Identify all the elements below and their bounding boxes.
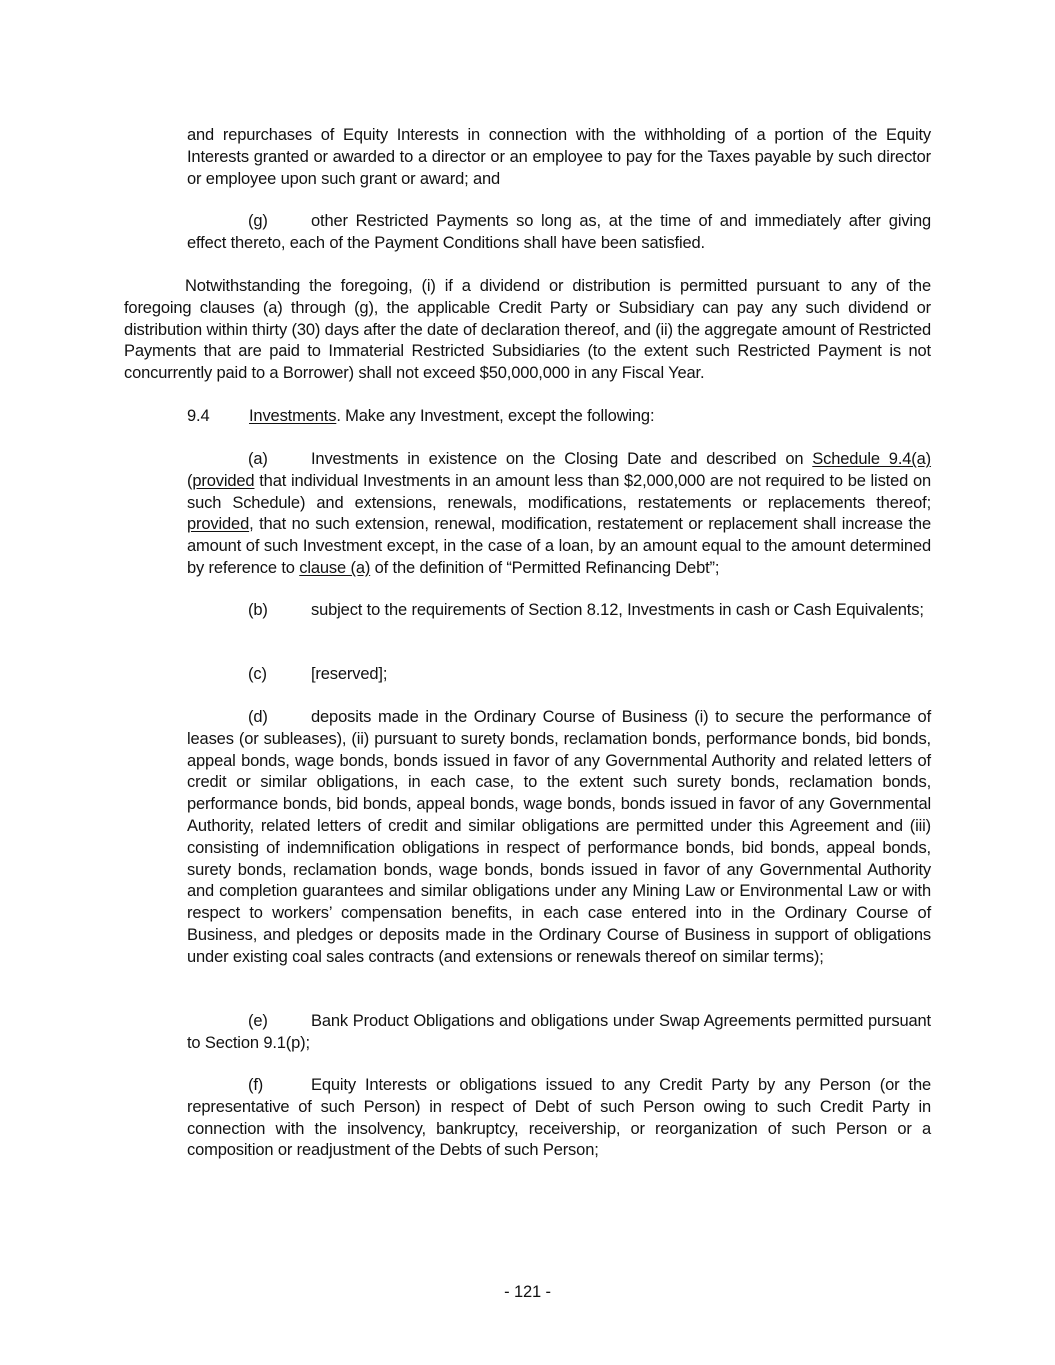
clause-text: [reserved];: [311, 665, 388, 683]
clause-text-2: (: [187, 471, 193, 490]
clause-text: Bank Product Obligations and obligations under Swap Agreements permitted pursuant to Section 9.1(p);: [187, 1012, 931, 1052]
clause-label: (d): [248, 708, 268, 726]
provided-term: provided: [192, 471, 255, 490]
clause-text-4: , that no such extension, renewal, modification, restatement or replacement shall increase the amount of such Investment except, in the case of a loan, by an amount equal to the amount determined by reference to: [187, 515, 931, 577]
clause-label: (e): [248, 1012, 268, 1030]
clause-d: [187, 707, 931, 969]
provided-term: provided: [187, 515, 250, 534]
clause-label: (f): [248, 1076, 264, 1094]
section-intro: . Make any Investment, except the following:: [336, 407, 655, 425]
clause-g: [187, 211, 931, 255]
clause-text: subject to the requirements of Section 8.12, Investments in cash or Cash Equivalents;: [311, 601, 924, 619]
clause-text-3: that individual Investments in an amount less than $2,000,000 are not required to be listed on such Schedule) and extensions, renewals, modifications, restatements or replacements thereof;: [187, 471, 931, 512]
clause-text: other Restricted Payments so long as, at the time of and immediately after giving effect thereto, each of the Payment Conditions shall have been satisfied.: [187, 212, 931, 252]
paragraph-continuation: and repurchases of Equity Interests in connection with the withholding of a portion of the Equity Interests granted or awarded to a director or an employee to pay for the Taxes payable by such director or employee upon such grant or award; and: [187, 126, 931, 188]
section-9-4-heading: [187, 406, 931, 428]
clause-f: [187, 1075, 931, 1162]
clause-a: [187, 449, 931, 580]
schedule-reference: Schedule 9.4(a): [812, 450, 932, 468]
clause-label: (c): [248, 665, 267, 683]
paragraph-notwithstanding: Notwithstanding the foregoing, (i) if a dividend or distribution is permitted pursuant to any of the foregoing clauses (a) through (g), the applicable Credit Party or Subsidiary can pay any such dividend or distribution within thirty (30) days after the date of declaration thereof, and (ii) the aggregate amount of Restricted Payments that are paid to Immaterial Restricted Subsidiaries (to the extent such Restricted Payment is not concurrently paid to a Borrower) shall not exceed $50,000,000 in any Fiscal Year.: [124, 277, 931, 383]
clause-text-5: of the definition of “Permitted Refinancing Debt”;: [370, 558, 720, 577]
clause-label: (b): [248, 601, 268, 619]
clause-text: deposits made in the Ordinary Course of Business (i) to secure the performance of leases (or subleases), (ii) pursuant to surety bonds, reclamation bonds, performance bonds, bid bonds, appeal bonds, wage bonds, bonds issued in favor of any Governmental Authority and related letters of credit or similar obligations, in each case, to the extent such surety bonds, reclamation bonds, performance bonds, bid bonds, appeal bonds, wage bonds, bonds issued in favor of any Governmental Authority, related letters of credit and similar obligations are permitted under this Agreement and (iii) consisting of indemnification obligations in respect of performance bonds, bid bonds, appeal bonds, surety bonds, reclamation bonds, wage bonds, bonds issued in favor of any Governmental Authority and completion guarantees and similar obligations under any Mining Law or Environmental Law or with respect to workers’ compensation benefits, in each case entered into in the Ordinary Course of Business, and pledges or deposits made in the Ordinary Course of Business in support of obligations under existing coal sales contracts (and extensions or renewals thereof on similar terms);: [187, 708, 931, 966]
section-title: Investments: [249, 407, 337, 425]
clause-text: Equity Interests or obligations issued to any Credit Party by any Person (or the representative of such Person) in respect of Debt of such Person owing to such Credit Party in connection with the insolvency, bankruptcy, receivership, or reorganization of such Person or a composition or readjustment of the Debts of such Person;: [187, 1076, 931, 1160]
page-number: - 121 -: [504, 1283, 551, 1301]
clause-c: [187, 664, 931, 686]
clause-label: (g): [248, 212, 268, 230]
clause-reference: clause (a): [299, 558, 371, 577]
clause-e: [187, 1011, 931, 1055]
clause-text-1: Investments in existence on the Closing Date and described on: [311, 450, 813, 468]
clause-label: (a): [248, 450, 268, 468]
clause-b: [187, 600, 931, 622]
section-number: 9.4: [187, 407, 210, 425]
